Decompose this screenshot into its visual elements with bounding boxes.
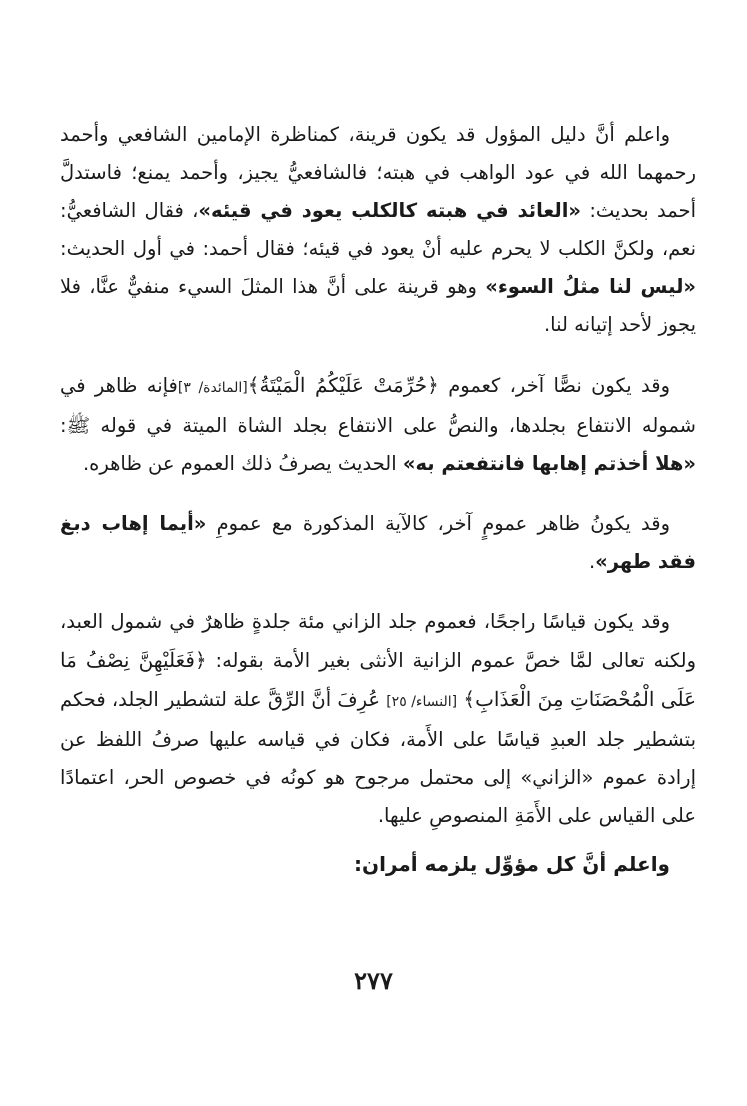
paragraph-2-text-a: وقد يكون نصًّا آخر، كعموم [438,374,670,397]
verse-reference-maidah: [المائدة/ ٣] [177,380,248,396]
hadith-quote-hide: «هلا أخذتم إهابها فانتفعتم به» [402,452,696,475]
hadith-quote-evil-example: «ليس لنا مثلُ السوء» [485,275,697,298]
paragraph-3-text-a: وقد يكونُ ظاهر عمومٍ آخر، كالآية المذكورة مع عمومِ [206,512,670,535]
paragraph-1-text-b: ، فقال الشافعيُّ: نعم، ولكنَّ الكلب لا يحرم عليه أنْ يعود في قيئه؛ فقال أحمد: في أول الحديث: [60,199,696,260]
quran-verse-nisa: ﴿فَعَلَيْهِنَّ نِصْفُ مَا عَلَى الْمُحْصَنَاتِ مِنَ الْعَذَابِ﴾ [60,648,696,711]
page-body [60,116,696,883]
paragraph-1 [60,116,696,344]
paragraph-4-text-b: عُرِفَ أنَّ الرِّقَّ علة لتشطير الجلد، فحكم بتشطير جلد العبدِ قياسًا على الأَمة، فكان في قياسه عليها صرفُ اللفظ عن إرادة عموم «الزاني» إلى محتمل مرجوح هو كونُه في خصوص الحر، اعتمادًا على القياس على الأَمَةِ المنصوصِ عليها. [60,688,696,827]
paragraph-4 [60,603,696,835]
paragraph-2-text-b: فإنه ظاهر في شموله الانتفاع بجلدها، والنصُّ على الانتفاع بجلد الشاة الميتة في قوله ﷺ: [60,374,696,437]
paragraph-4-text-a: وقد يكون قياسًا راجحًا، فعموم جلد الزاني مئة جلدةٍ ظاهرٌ في شمول العبد، ولكنه تعالى لمَّا خصَّ عموم الزانية الأنثى بغير الأمة بقوله: [60,610,697,672]
page-number: ٢٧٧ [354,966,393,995]
hadith-quote-tanned-hide: «أيما إهاب دبغ فقد طهر» [60,512,696,573]
paragraph-3 [60,505,696,581]
paragraph-1-text-a: واعلم أنَّ دليل المؤول قد يكون قرينة، كمناظرة الإمامين الشافعي وأحمد رحمهما الله في عود الواهب في هبته؛ فالشافعيُّ يجيز، وأحمد يمنع؛ فاستدلَّ أحمد بحديث: [60,123,696,222]
paragraph-3-text-b: . [588,550,596,573]
verse-reference-nisa: [النساء/ ٢٥] [386,694,458,710]
hadith-quote-returner-gift: «العائد في هبته كالكلب يعود في قيئه» [198,199,582,222]
paragraph-1-text-c: وهو قرينة على أنَّ هذا المثلَ السيء منفيٌّ عنَّا، فلا يجوز لأحد إتيانه لنا. [60,275,696,336]
section-heading: واعلم أنَّ كل مؤوِّل يلزمه أمران: [354,852,670,876]
paragraph-2 [60,366,696,483]
quran-verse-maidah: ﴿حُرِّمَتْ عَلَيْكُمُ الْمَيْتَةُ﴾ [247,373,439,397]
paragraph-2-text-c: الحديث يصرفُ ذلك العموم عن ظاهره. [82,452,403,475]
